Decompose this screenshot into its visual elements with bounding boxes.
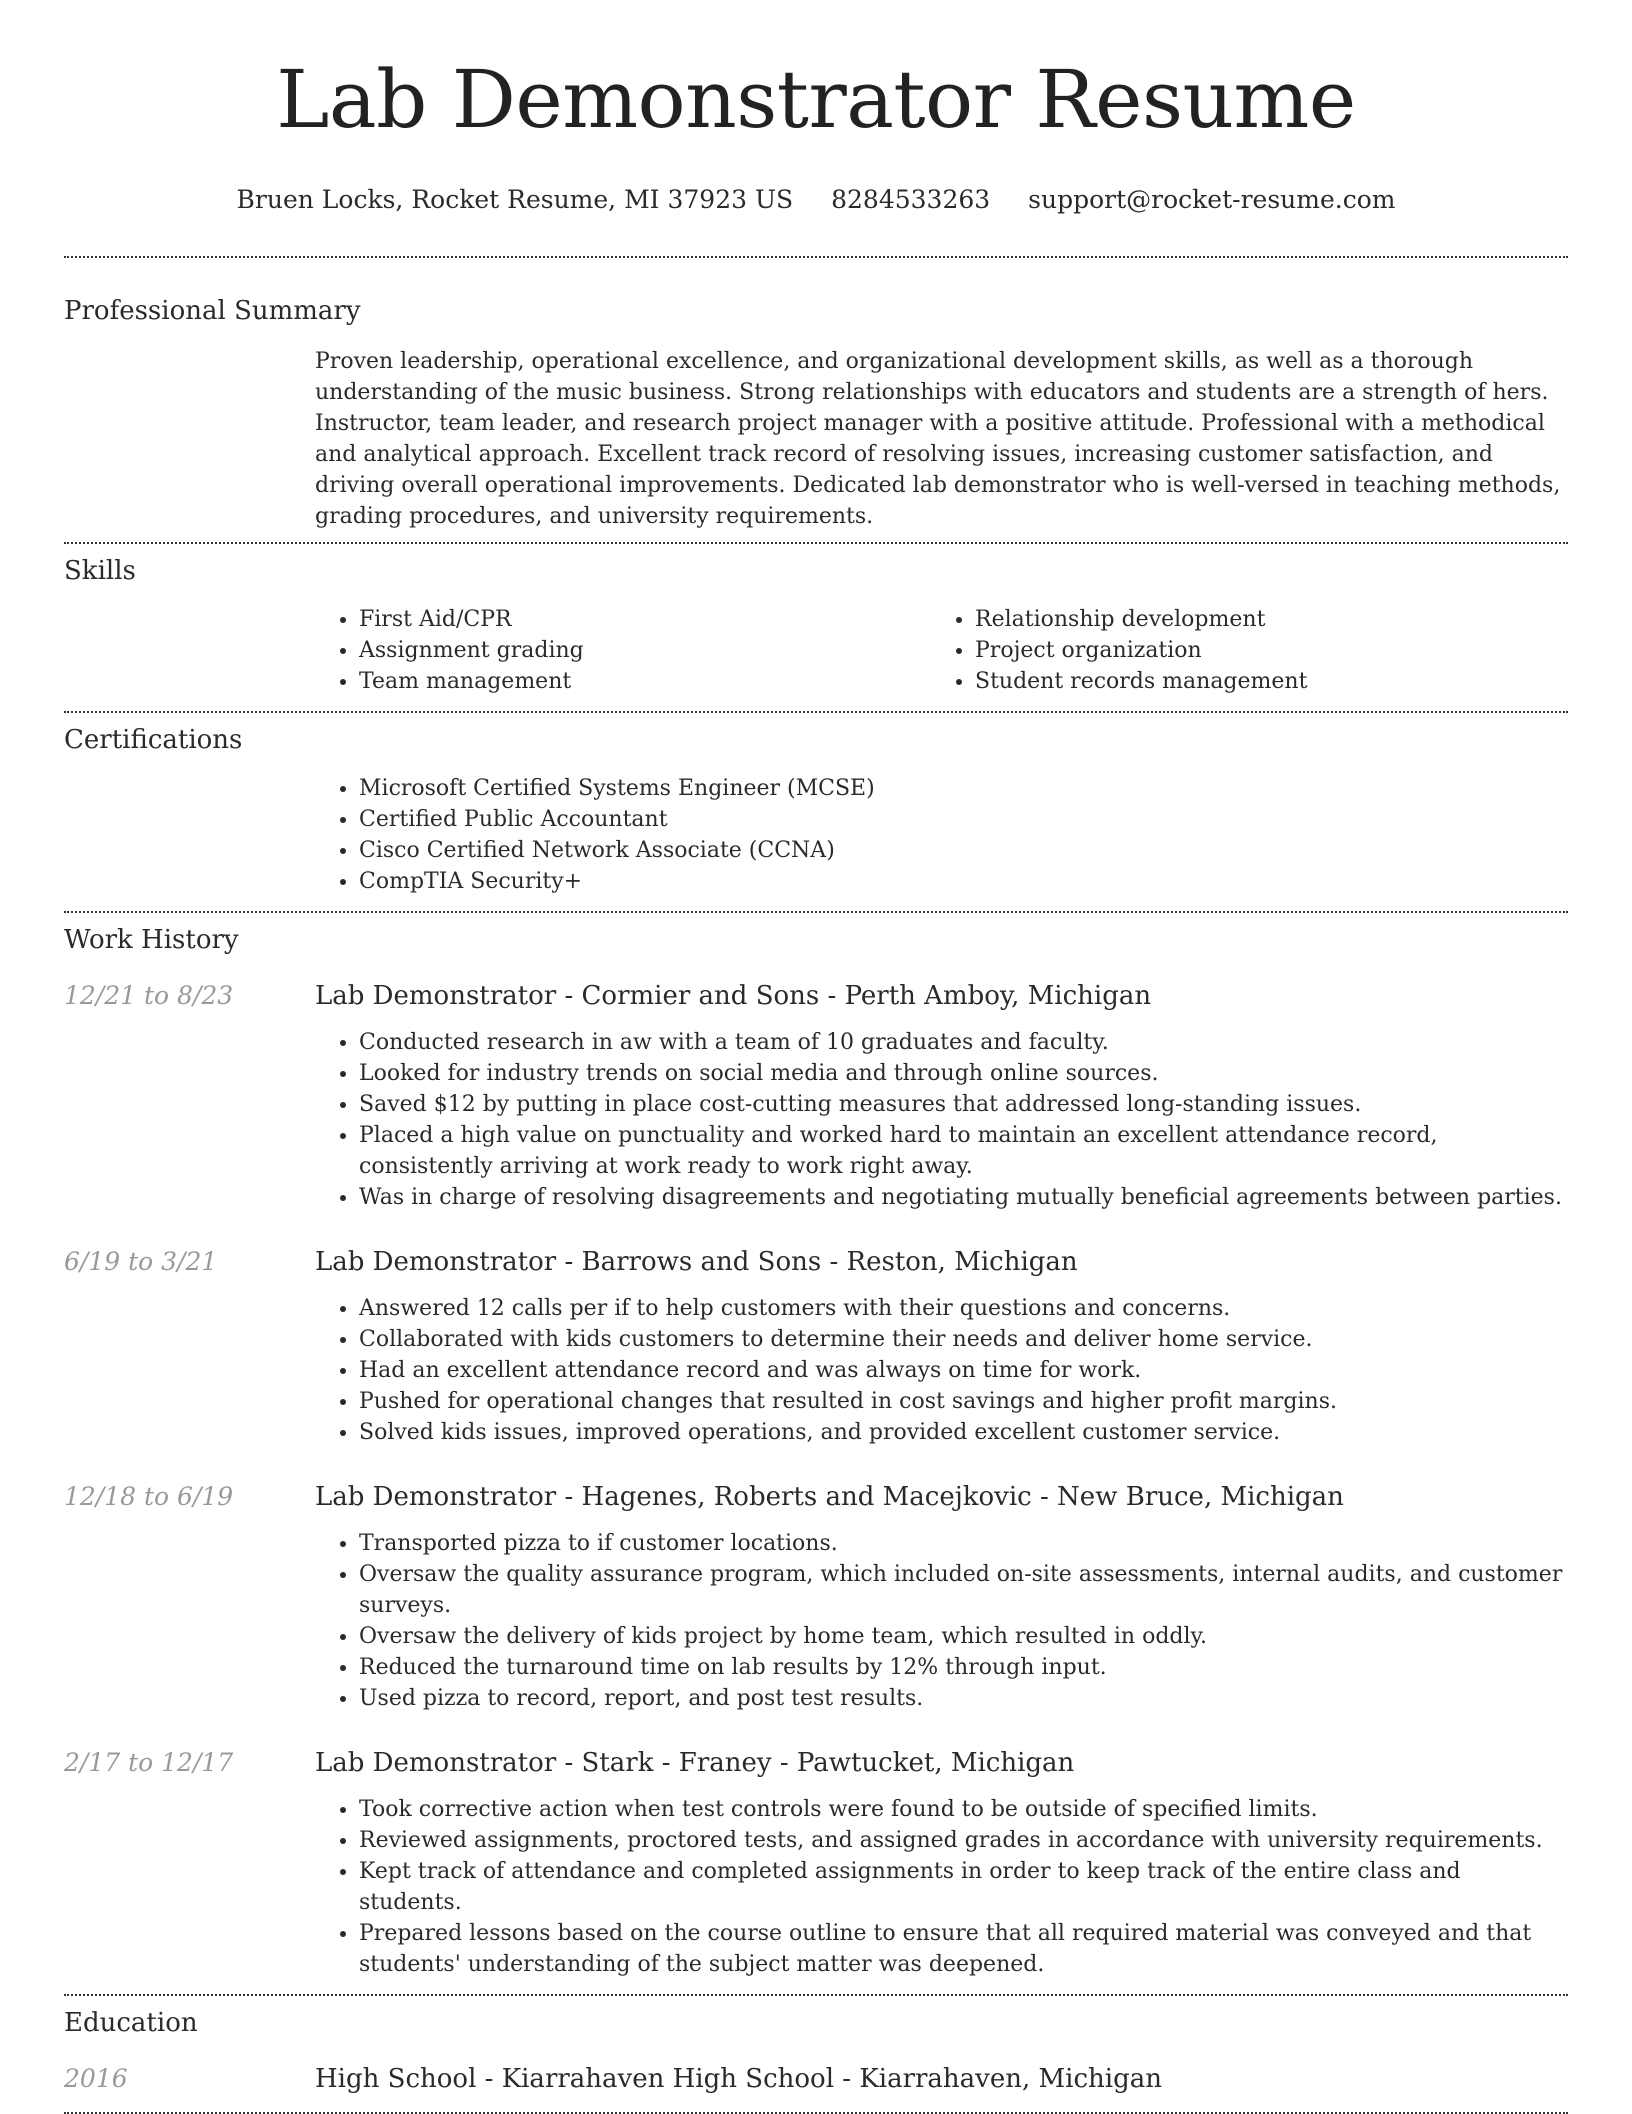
- skill-item: • Team management: [359, 666, 931, 697]
- job-title: Lab Demonstrator - Stark - Franey - Pawtucket, Michigan: [315, 1748, 1075, 1778]
- job-bullet: • Collaborated with kids customers to determine their needs and deliver home service.: [359, 1324, 1568, 1355]
- contact-address: Bruen Locks, Rocket Resume, MI 37923 US: [236, 185, 794, 214]
- skill-item: • Project organization: [975, 635, 1547, 666]
- job-bullet: • Used pizza to record, report, and post test results.: [359, 1683, 1568, 1714]
- skills-column-left: [315, 604, 931, 697]
- job-title: Lab Demonstrator - Hagenes, Roberts and Macejkovic - New Bruce, Michigan: [315, 1482, 1344, 1512]
- skills-grid: [315, 604, 1568, 697]
- resume-title: Lab Demonstrator Resume: [276, 53, 1356, 146]
- contact-line: [0, 184, 1632, 216]
- job-bullets: [315, 1528, 1568, 1714]
- divider: [64, 911, 1568, 913]
- job-bullet: • Reviewed assignments, proctored tests, and assigned grades in accordance with university requirements.: [359, 1825, 1568, 1856]
- divider: [64, 542, 1568, 544]
- certification-item: • Microsoft Certified Systems Engineer (MCSE): [359, 773, 1568, 804]
- certification-item: • Certified Public Accountant: [359, 804, 1568, 835]
- section-heading-certifications: Certifications: [64, 725, 243, 755]
- job-bullet: • Was in charge of resolving disagreements and negotiating mutually beneficial agreements between parties.: [359, 1182, 1568, 1213]
- divider: [64, 256, 1568, 258]
- job-bullet: • Placed a high value on punctuality and worked hard to maintain an excellent attendance record, consistently arriving at work ready to work right away.: [359, 1120, 1568, 1182]
- job-header: [64, 1746, 1568, 1780]
- job-date: 12/18 to 6/19: [64, 1482, 234, 1511]
- skill-item: • First Aid/CPR: [359, 604, 931, 635]
- section-heading-work: Work History: [64, 925, 239, 955]
- job-bullet: • Saved $12 by putting in place cost-cutting measures that addressed long-standing issues.: [359, 1089, 1568, 1120]
- job-header: [64, 979, 1568, 1013]
- job-bullet: • Prepared lessons based on the course outline to ensure that all required material was conveyed and that students' understanding of the subject matter was deepened.: [359, 1918, 1568, 1980]
- divider: [64, 1994, 1568, 1996]
- divider: [64, 711, 1568, 713]
- job-date: 6/19 to 3/21: [64, 1247, 218, 1276]
- job-header: [64, 1480, 1568, 1514]
- certification-item: • Cisco Certified Network Associate (CCNA): [359, 835, 1568, 866]
- job-bullet: • Oversaw the quality assurance program, which included on-site assessments, internal audits, and customer surveys.: [359, 1559, 1568, 1621]
- job-date: 12/21 to 8/23: [64, 981, 234, 1010]
- education-date: 2016: [64, 2064, 128, 2093]
- skill-item: • Relationship development: [975, 604, 1547, 635]
- job-bullet: • Answered 12 calls per if to help customers with their questions and concerns.: [359, 1293, 1568, 1324]
- job-bullet: • Conducted research in aw with a team of 10 graduates and faculty.: [359, 1027, 1568, 1058]
- job-bullet: • Reduced the turnaround time on lab results by 12% through input.: [359, 1652, 1568, 1683]
- summary-text: Proven leadership, operational excellence, and organizational development skills, as well as a thorough understanding of the music business. Strong relationships with educators and students are a strength of hers. Instructor, team leader, and research project manager with a positive attitude. Professional with a methodical and analytical approach. Excellent track record of resolving issues, increasing customer satisfaction, and driving overall operational improvements. Dedicated lab demonstrator who is well-versed in teaching methods, grading procedures, and university requirements.: [315, 349, 1561, 529]
- certification-item: • CompTIA Security+: [359, 866, 1568, 897]
- section-heading-summary: Professional Summary: [64, 296, 361, 326]
- job-bullet: • Pushed for operational changes that resulted in cost savings and higher profit margins.: [359, 1386, 1568, 1417]
- job-title: Lab Demonstrator - Barrows and Sons - Reston, Michigan: [315, 1247, 1078, 1277]
- certifications-list: [315, 773, 1568, 897]
- job-bullets: [315, 1027, 1568, 1213]
- contact-email: support@rocket-resume.com: [1028, 185, 1396, 214]
- job-title: Lab Demonstrator - Cormier and Sons - Perth Amboy, Michigan: [315, 981, 1152, 1011]
- job-bullet: • Looked for industry trends on social media and through online sources.: [359, 1058, 1568, 1089]
- job-bullet: • Took corrective action when test controls were found to be outside of specified limits.: [359, 1794, 1568, 1825]
- job-bullets: [315, 1794, 1568, 1980]
- job-bullets: [315, 1293, 1568, 1448]
- skill-item: • Assignment grading: [359, 635, 931, 666]
- job-bullet: • Kept track of attendance and completed assignments in order to keep track of the entire class and students.: [359, 1856, 1568, 1918]
- job-header: [64, 1245, 1568, 1279]
- job-bullet: • Had an excellent attendance record and was always on time for work.: [359, 1355, 1568, 1386]
- section-heading-education: Education: [64, 2008, 198, 2038]
- education-entry: [64, 2062, 1568, 2096]
- job-bullet: • Transported pizza to if customer locations.: [359, 1528, 1568, 1559]
- job-date: 2/17 to 12/17: [64, 1748, 234, 1777]
- skill-item: • Student records management: [975, 666, 1547, 697]
- contact-phone: 8284533263: [831, 185, 991, 214]
- job-bullet: • Solved kids issues, improved operations, and provided excellent customer service.: [359, 1417, 1568, 1448]
- section-heading-skills: Skills: [64, 556, 136, 586]
- skills-column-right: [931, 604, 1547, 697]
- education-title: High School - Kiarrahaven High School - Kiarrahaven, Michigan: [315, 2064, 1162, 2094]
- job-bullet: • Oversaw the delivery of kids project by home team, which resulted in oddly.: [359, 1621, 1568, 1652]
